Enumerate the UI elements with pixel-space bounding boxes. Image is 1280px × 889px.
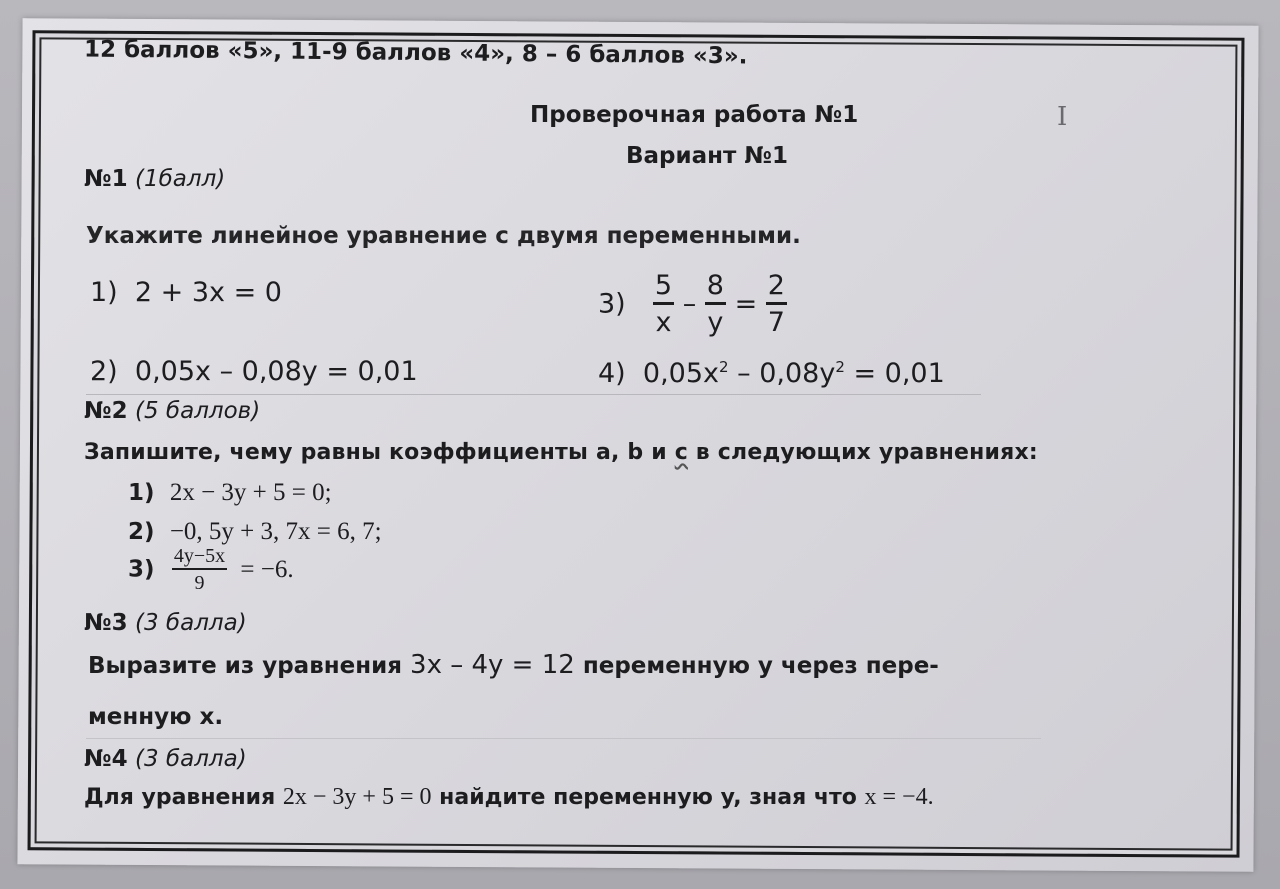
task2-text-part2: в следующих уравнениях: (687, 440, 1038, 465)
task3-equation: 3x – 4y = 12 (410, 650, 575, 680)
option-4-sup2: 2 (835, 358, 845, 376)
task4-equation: 2x − 3y + 5 = 0 (282, 784, 432, 810)
eq1-expr: 2x − 3y + 5 = 0; (169, 479, 332, 506)
option-3-equals: = (734, 288, 758, 320)
fraction-2-over-7 (766, 272, 787, 336)
frac3-num: 2 (766, 272, 787, 305)
eq2-label: 2) (128, 519, 155, 545)
frac3-den: 7 (767, 307, 785, 338)
task3-text-continued: менную x. (88, 704, 224, 730)
option-4-part1: 0,05x (642, 358, 719, 389)
task4-header (84, 746, 247, 772)
task1-number: №1 (84, 166, 128, 192)
task1-option-3 (598, 272, 787, 336)
task4-number: №4 (84, 746, 128, 772)
frac2-den: y (707, 307, 724, 338)
eq3-num: 4y−5x (172, 546, 227, 570)
task2-equation-2 (128, 518, 382, 546)
eq2-expr: −0, 5y + 3, 7x = 6, 7; (169, 518, 382, 545)
task1-option-4 (598, 358, 945, 389)
option-2-label: 2) (90, 356, 118, 387)
option-4-part3: = 0,01 (844, 358, 945, 389)
task2-header (84, 398, 260, 424)
option-2-expr: 0,05x – 0,08y = 0,01 (134, 356, 418, 387)
task2-equation-1 (128, 479, 332, 507)
task3-text (88, 650, 939, 680)
task1-header (84, 166, 225, 192)
task3-text-part1: Выразите из уравнения (88, 653, 411, 679)
task3-header (84, 610, 247, 636)
option-4-sup1: 2 (719, 358, 729, 376)
task3-text-part2: переменную y через пере- (574, 653, 939, 679)
task4-condition: x = −4. (864, 784, 934, 810)
task2-text-part1: Запишите, чему равны коэффициенты a, b и (84, 440, 675, 465)
option-3-label: 3) (598, 288, 626, 320)
task2-text-c: с (674, 440, 688, 465)
variant-title: Вариант №1 (626, 143, 789, 169)
page-title: Проверочная работа №1 (530, 102, 859, 128)
eq3-label: 3) (128, 556, 155, 583)
option-1-expr: 2 + 3x = 0 (134, 277, 282, 308)
task2-number: №2 (84, 398, 128, 424)
text-cursor-icon: I (1057, 102, 1068, 132)
eq1-label: 1) (128, 480, 155, 506)
task4-text-part1: Для уравнения (84, 785, 283, 810)
task2-points: (5 баллов) (135, 398, 261, 424)
task1-option-2 (90, 356, 418, 387)
option-4-part2: – 0,08y (728, 358, 836, 389)
frac1-den: x (655, 307, 672, 338)
option-1-label: 1) (90, 277, 118, 308)
divider-2 (86, 738, 1041, 739)
divider-1 (86, 394, 981, 395)
task4-points: (3 балла) (135, 746, 247, 772)
task3-points: (3 балла) (135, 610, 247, 636)
option-3-minus: – (682, 288, 697, 320)
task3-number: №3 (84, 610, 128, 636)
grading-scale: 12 баллов «5», 11-9 баллов «4», 8 – 6 баллов «3». (83, 36, 748, 70)
task2-equation-3 (128, 546, 294, 593)
task4-text (84, 784, 934, 811)
eq3-fraction (172, 546, 227, 593)
eq3-den: 9 (194, 572, 205, 594)
fraction-8-over-y (705, 272, 726, 336)
task1-option-1 (90, 277, 282, 308)
frac2-num: 8 (705, 272, 726, 305)
option-4-label: 4) (598, 358, 626, 389)
task2-text (84, 440, 1038, 465)
fraction-5-over-x (653, 272, 674, 336)
task1-points: (1балл) (135, 166, 226, 192)
task1-text: Укажите линейное уравнение с двумя переменными. (86, 223, 801, 249)
eq3-rest: = −6. (240, 555, 294, 583)
frac1-num: 5 (653, 272, 674, 305)
task4-text-part2: найдите переменную y, зная что (431, 785, 865, 810)
